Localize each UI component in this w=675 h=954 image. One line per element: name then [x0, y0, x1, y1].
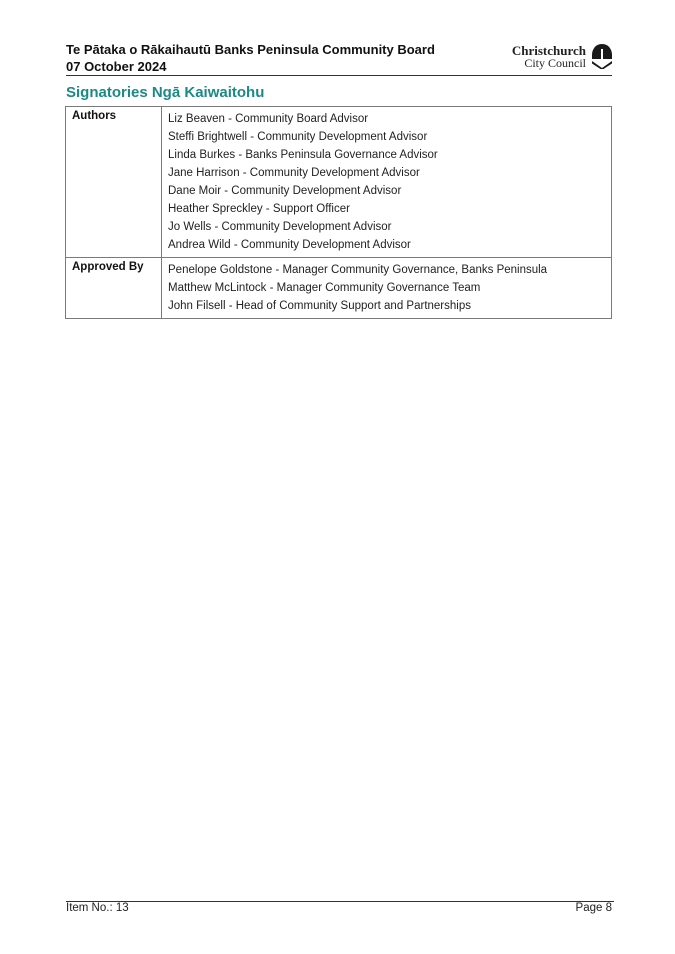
approver-entry: Penelope Goldstone - Manager Community Governance, Banks Peninsula [168, 264, 548, 276]
board-title: Te Pātaka o Rākaihautū Banks Peninsula Community Board [66, 42, 435, 57]
author-entry: Steffi Brightwell - Community Development Advisor [168, 131, 428, 143]
authors-list [162, 107, 612, 258]
author-entry: Liz Beaven - Community Board Advisor [168, 113, 369, 125]
author-entry: Heather Spreckley - Support Officer [168, 203, 350, 215]
section-title: Signatories Ngā Kaiwaitohu [66, 84, 265, 101]
header-divider [66, 75, 612, 76]
author-entry: Linda Burkes - Banks Peninsula Governance Advisor [168, 149, 438, 161]
approved-row [66, 258, 612, 319]
logo-text-line2: City Council [524, 55, 586, 70]
logo-text-line1: Christchurch [511, 42, 586, 58]
author-entry: Jane Harrison - Community Development Advisor [168, 167, 420, 179]
approvers-list [162, 258, 612, 319]
author-entry: Andrea Wild - Community Development Advisor [168, 239, 411, 251]
page-header [66, 41, 614, 75]
approver-entry: Matthew McLintock - Manager Community Governance Team [168, 282, 481, 294]
author-entry: Dane Moir - Community Development Advisor [168, 185, 402, 197]
page-number: Page 8 [575, 902, 612, 914]
authors-label: Authors [66, 107, 162, 258]
council-logo [512, 41, 614, 71]
item-number: Item No.: 13 [66, 902, 129, 914]
signatories-table [65, 106, 612, 319]
author-entry: Jo Wells - Community Development Advisor [168, 221, 392, 233]
meeting-date: 07 October 2024 [66, 59, 167, 74]
approved-by-label: Approved By [66, 258, 162, 319]
approver-entry: John Filsell - Head of Community Support and Partnerships [168, 300, 471, 312]
authors-row [66, 107, 612, 258]
tree-chevron-logo-icon [590, 43, 614, 69]
